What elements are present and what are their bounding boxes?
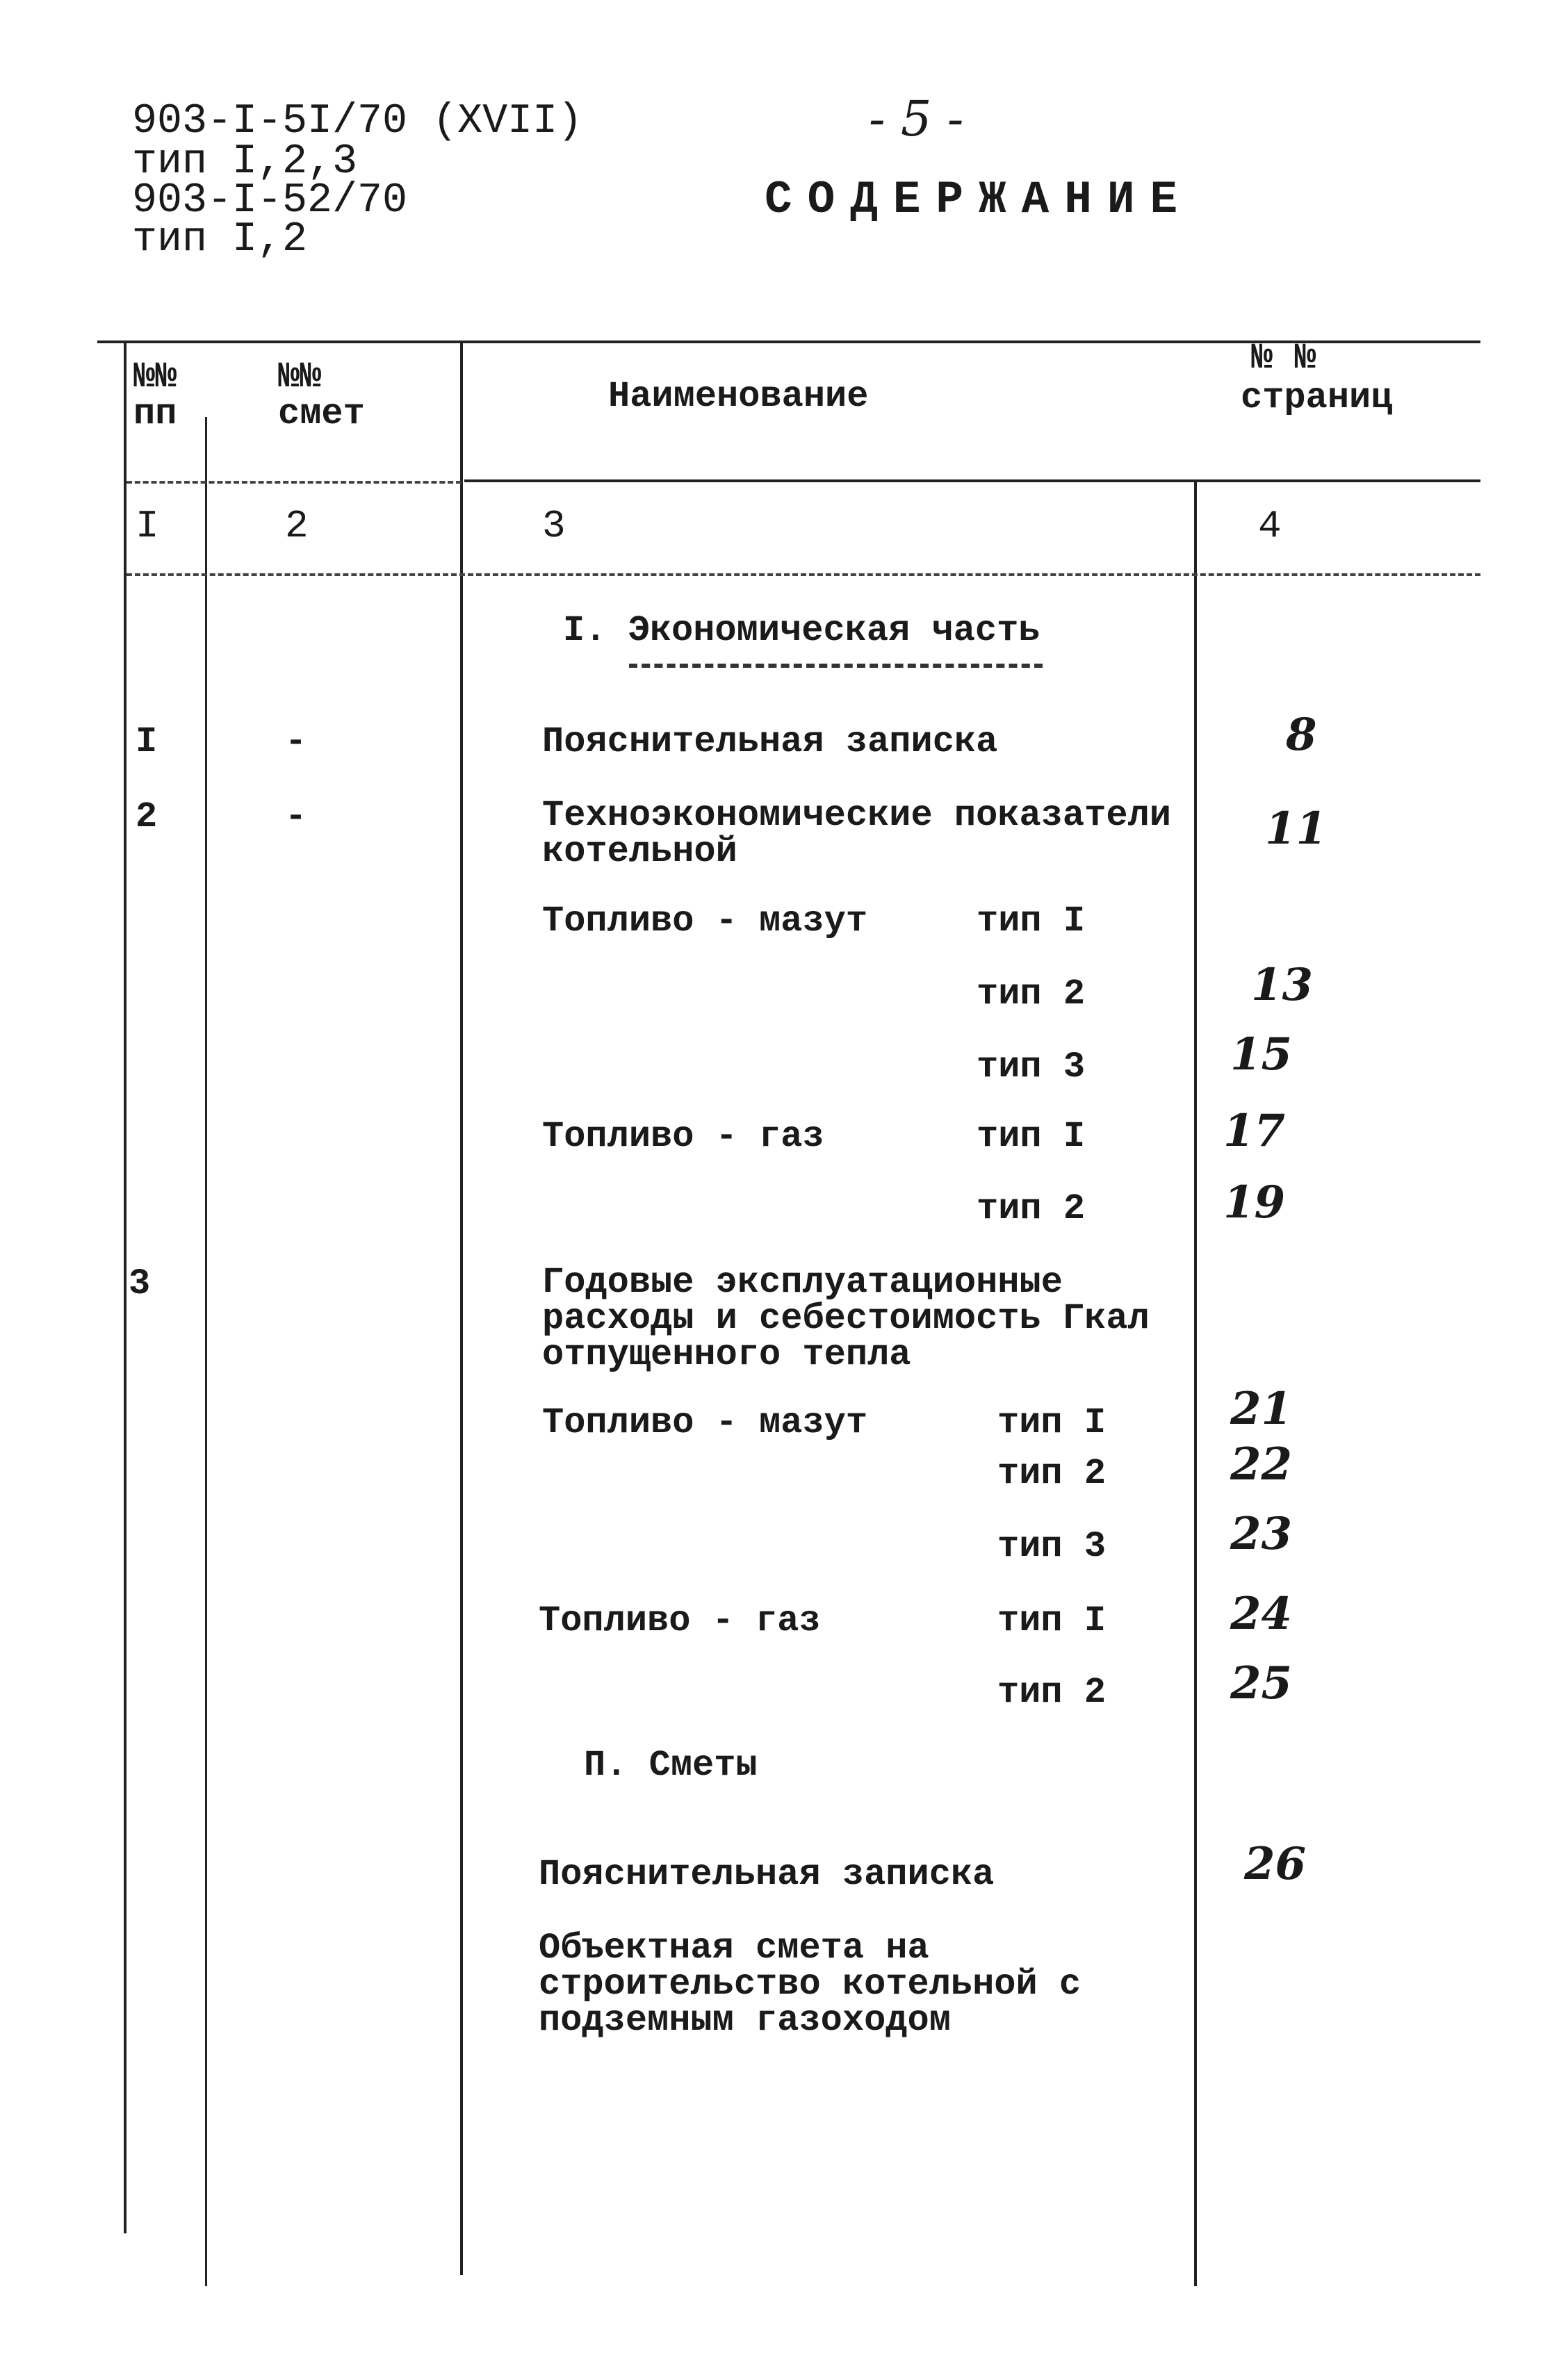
col-divider-1	[205, 417, 207, 2286]
page-number: - 5 -	[869, 90, 964, 147]
col-head-pp-line2: пп	[133, 393, 177, 434]
fuel-mazut-1-type1: тип I	[977, 901, 1086, 942]
fuel-mazut-2-type1: тип I	[997, 1402, 1107, 1443]
row1-pp: I	[136, 721, 158, 762]
col-head-pages-line2: страниц	[1241, 377, 1393, 418]
col-divider-2	[460, 343, 463, 2275]
section-economic-underline	[629, 664, 1043, 668]
col-head-pp-line1: №№	[133, 356, 177, 397]
fuel-gas-1-page1: 17	[1223, 1105, 1286, 1157]
row3-name: Годовые эксплуатационные расходы и себестоимость Гкал отпущенного тепла	[542, 1262, 1150, 1375]
row2-smet: -	[285, 796, 307, 837]
header-rule-left	[126, 481, 462, 484]
fuel-gas-2-page1: 24	[1230, 1588, 1293, 1640]
numbers-bottom-rule	[126, 573, 1480, 576]
row2-name: Техноэкономические показатели котельной	[542, 795, 1171, 872]
doc-type-2: тип I,2	[132, 216, 308, 263]
col-head-smet-line1: №№	[278, 356, 322, 397]
doc-code-1: 903-I-5I/70 (XVII)	[132, 98, 583, 145]
col-number-4: 4	[1258, 504, 1282, 548]
row1-name: Пояснительная записка	[542, 721, 998, 762]
fuel-gas-2-page2: 25	[1230, 1657, 1293, 1709]
fuel-mazut-2-type3: тип 3	[997, 1526, 1107, 1567]
fuel-mazut-2-type2: тип 2	[997, 1453, 1107, 1494]
section-economic: I. Экономическая часть	[563, 610, 1040, 651]
page-title: СОДЕРЖАНИЕ	[765, 174, 1193, 226]
fuel-mazut-2-label: Топливо - мазут	[542, 1402, 868, 1443]
fuel-mazut-1-type2: тип 2	[977, 974, 1086, 1015]
col-number-2: 2	[285, 504, 309, 548]
fuel-mazut-1-type3: тип 3	[977, 1047, 1086, 1088]
row5-name: Объектная смета на строительство котельной с подземным газоходом	[539, 1928, 1081, 2041]
row2-pp: 2	[136, 796, 158, 837]
row3-pp: 3	[129, 1263, 151, 1304]
fuel-gas-1-page2: 19	[1223, 1176, 1286, 1229]
fuel-gas-1-label: Топливо - газ	[542, 1116, 824, 1157]
section-estimates: П. Сметы	[584, 1745, 758, 1786]
doc-code-2: 903-I-52/70	[132, 177, 408, 224]
table-left-border	[124, 343, 126, 2233]
fuel-gas-1-type1: тип I	[977, 1116, 1086, 1157]
col-number-1: I	[136, 504, 159, 548]
fuel-mazut-1-page2: 13	[1251, 959, 1314, 1011]
col-head-smet-line2: смет	[278, 393, 365, 434]
row2-page: 11	[1265, 803, 1328, 855]
fuel-gas-1-type2: тип 2	[977, 1188, 1086, 1229]
doc-type-1: тип I,2,3	[132, 138, 358, 186]
fuel-mazut-2-page2: 22	[1230, 1438, 1293, 1491]
row1-page: 8	[1286, 709, 1317, 761]
header-bottom-rule	[464, 479, 1480, 482]
fuel-mazut-2-page1: 21	[1230, 1383, 1293, 1435]
fuel-gas-2-label: Топливо - газ	[539, 1600, 821, 1641]
fuel-mazut-1-label: Топливо - мазут	[542, 901, 868, 942]
row4-page: 26	[1244, 1838, 1307, 1890]
col-head-pages-line1: № №	[1251, 338, 1316, 379]
fuel-gas-2-type1: тип I	[997, 1600, 1107, 1641]
row1-smet: -	[285, 721, 307, 762]
fuel-mazut-1-page3: 15	[1230, 1028, 1293, 1081]
fuel-gas-2-type2: тип 2	[997, 1672, 1107, 1713]
row4-name: Пояснительная записка	[539, 1854, 995, 1895]
fuel-mazut-2-page3: 23	[1230, 1508, 1293, 1560]
col-number-3: 3	[542, 504, 566, 548]
col-head-name: Наименование	[608, 376, 869, 417]
